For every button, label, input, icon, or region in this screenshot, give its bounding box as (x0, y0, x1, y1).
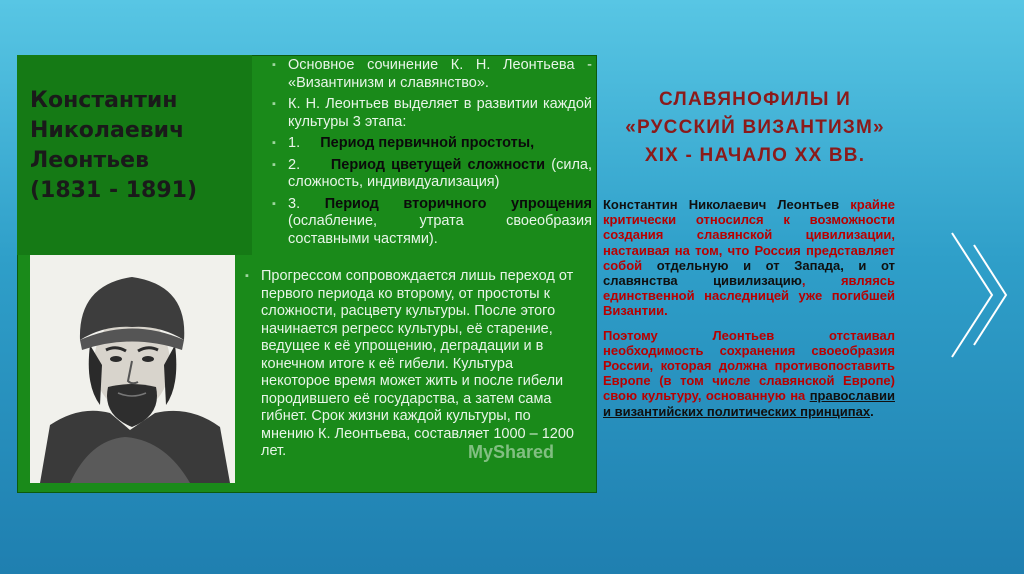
slide-title: СЛАВЯНОФИЛЫ И «РУССКИЙ ВИЗАНТИЗМ» XIX - НАЧАЛО XX ВВ. (625, 89, 885, 166)
list-item: ▪ 3. Период вторичного упрощения (ослабление, утрата своеобразия составными частями). (272, 195, 593, 247)
paragraph-2: Поэтому Леонтьев отстаивал необходимость сохранения своеобразия России, которая должна противопоставить Европе (в том числе славянской Европе) свою культуру, основанную на православии и византийских политических принципах. (603, 327, 895, 419)
progress-description (243, 268, 583, 461)
bullet-icon: ▪ (272, 197, 276, 210)
body-text (603, 197, 895, 428)
paragraph-1: Константин Николаевич Леонтьев крайне критически относился к возможности создания славянской цивилизации, настаивая на том, что Россия представляет собой отдельную и от Запада, и от славянства цивилизацию, являясь единственной наследницей уже погибшей Византии. (603, 197, 895, 319)
bullet-icon: ▪ (245, 270, 249, 282)
portrait-image (30, 255, 235, 483)
chevron-decoration-icon (940, 225, 1010, 365)
bullet-icon: ▪ (272, 98, 276, 110)
stages-list (270, 57, 592, 252)
list-item: ▪ 2. Период цветущей сложности (сила, сложность, индивидуализация) (272, 156, 592, 190)
list-item: ▪ 1. Период первичной простоты, (272, 135, 535, 151)
list-item: ▪ Прогрессом сопровождается лишь переход от первого периода ко второму, от простоты к сложности, расцвету культуры. После этого начинается регресс культуры, её старение, ведущее к её упрощению, деградации и в конечном итоге к её гибели. Культура некоторое время может жить и после гибели породившего её государства, а затем сама гибнет. Срок жизни каждой культуры, по мнению К. Леонтьева, составляет 1000 – 1200 лет. (245, 268, 574, 459)
list-item: ▪ Основное сочинение К. Н. Леонтьева - «Византинизм и славянство». (272, 57, 592, 91)
bullet-icon: ▪ (272, 59, 276, 71)
bio-name: Константин Николаевич Леонтьев (1831 - 1891) (30, 88, 198, 203)
bullet-icon: ▪ (272, 158, 276, 171)
watermark: MyShared (468, 442, 555, 462)
bullet-icon: ▪ (272, 137, 276, 149)
list-item: ▪ К. Н. Леонтьев выделяет в развитии каждой культуры 3 этапа: (272, 96, 592, 130)
